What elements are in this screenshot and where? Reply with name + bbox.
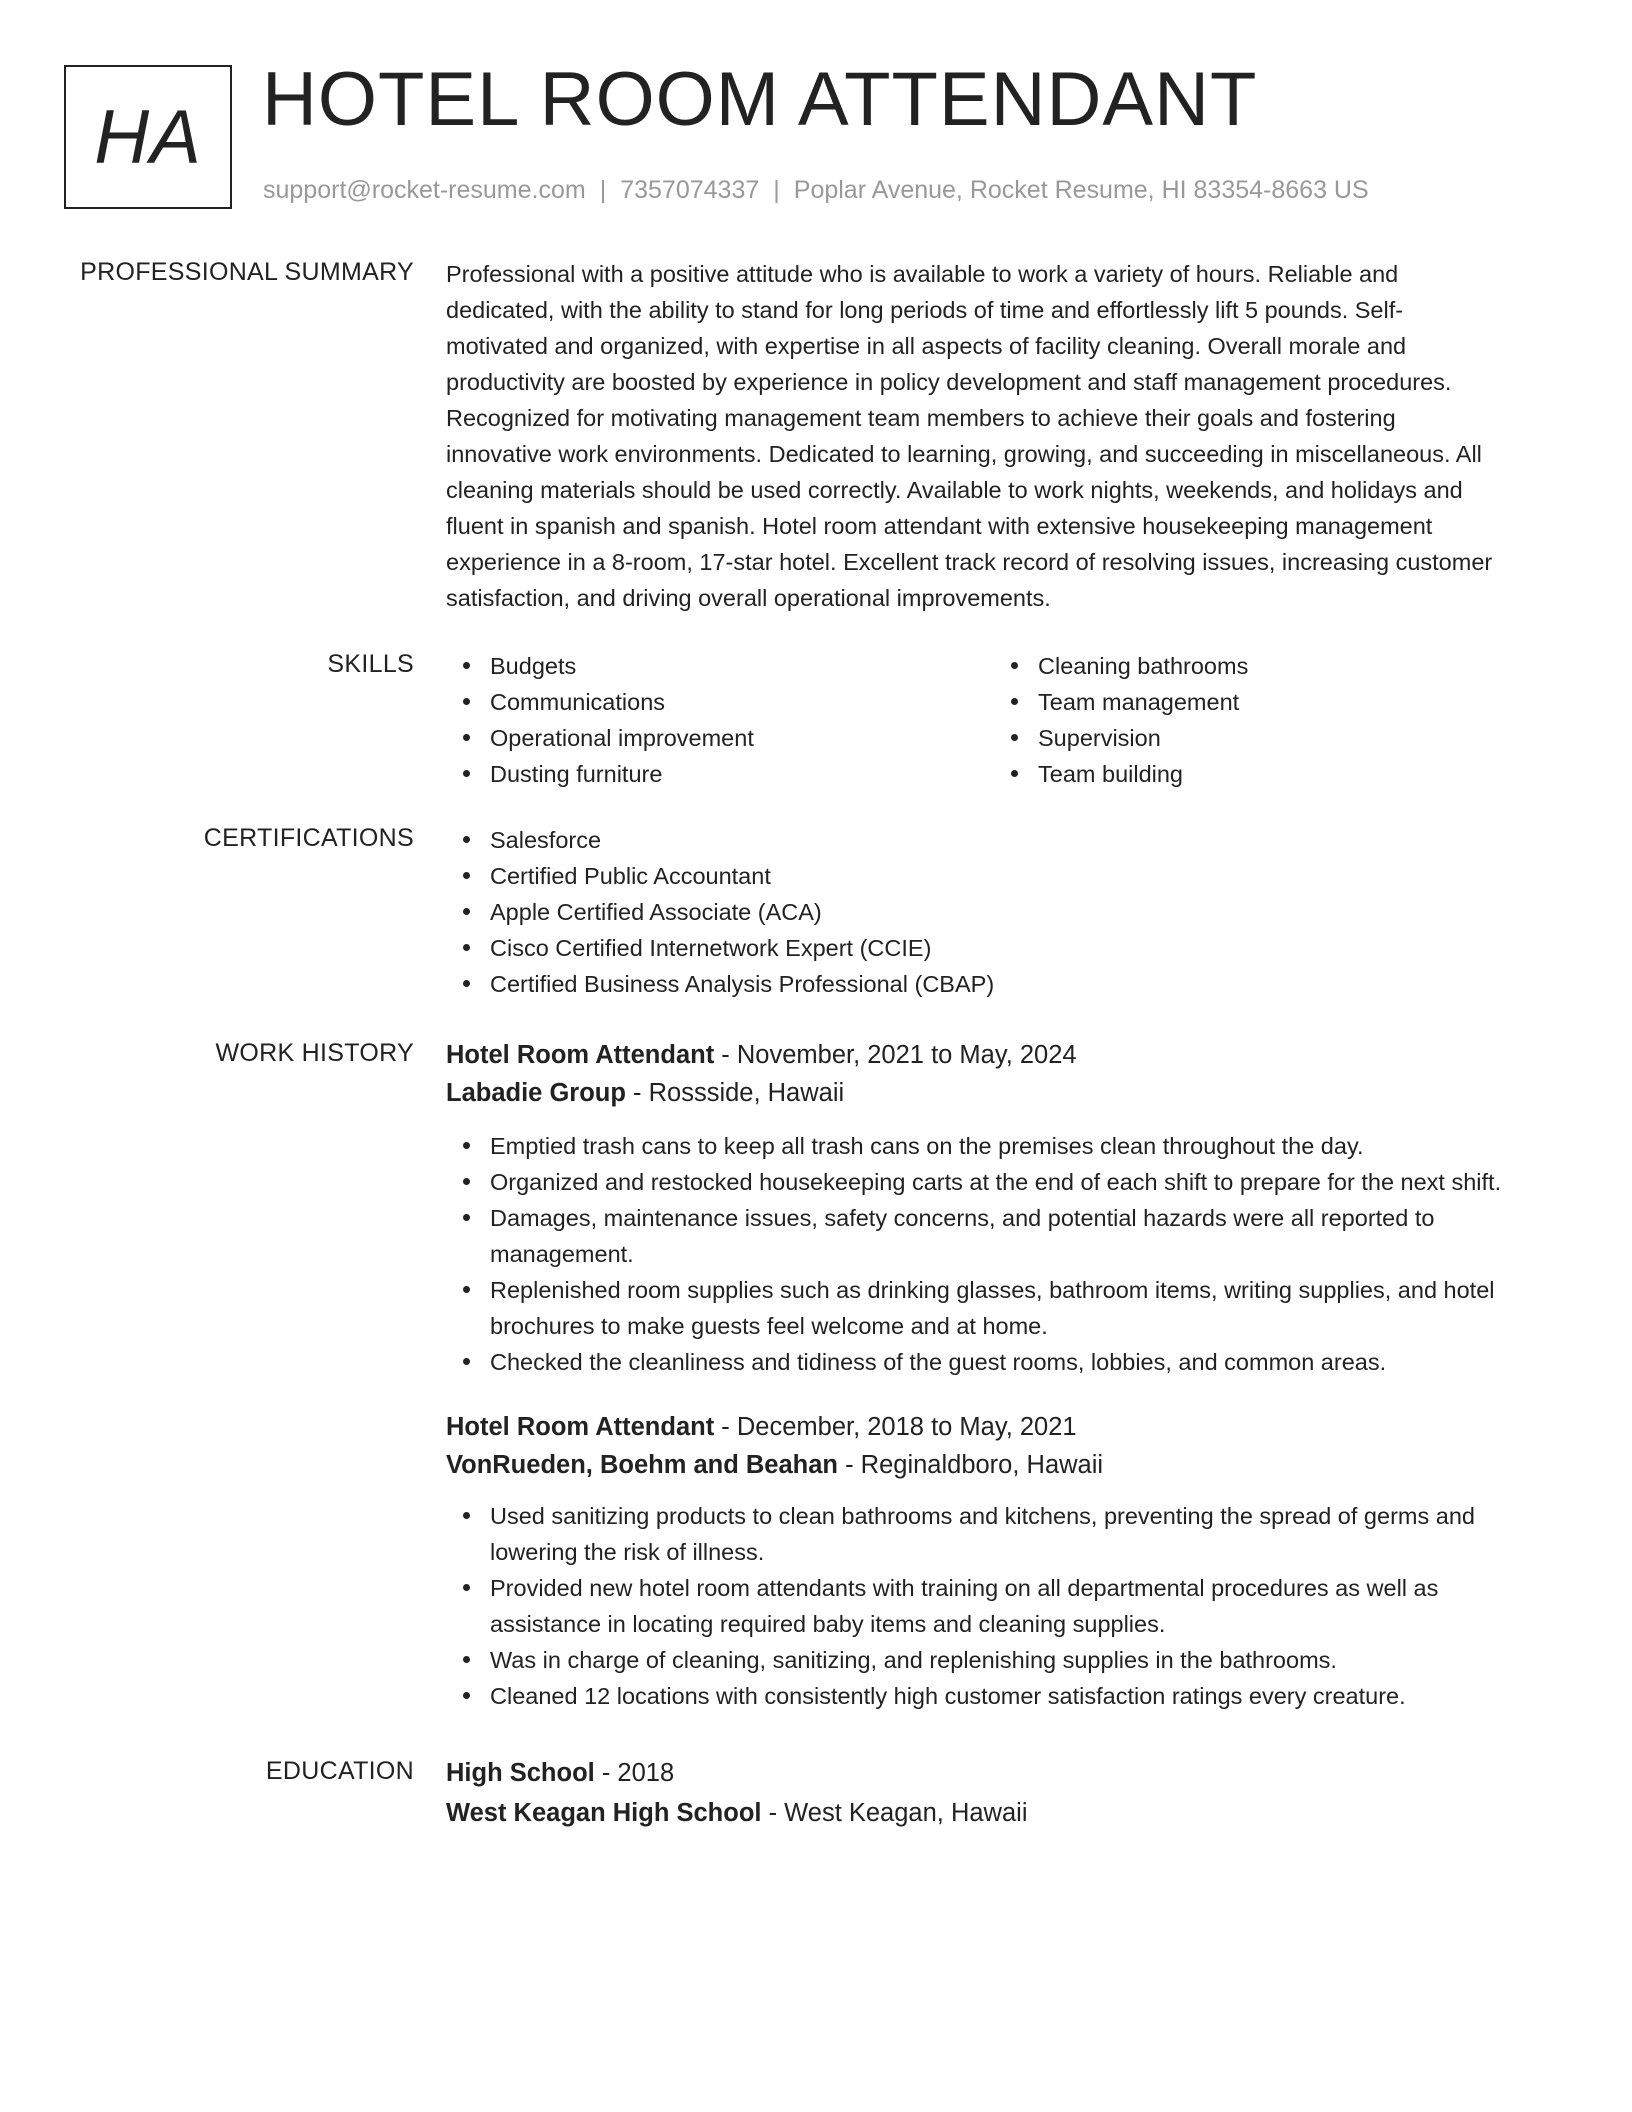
job-location: - Rossside, Hawaii [625, 1079, 845, 1107]
skill-item: Dusting furniture [446, 756, 994, 792]
skill-item: Supervision [994, 720, 1542, 756]
contact-line [263, 176, 1369, 205]
certification-item: Salesforce [446, 822, 1566, 858]
contact-separator: | [599, 176, 607, 204]
skill-item: Budgets [446, 648, 994, 684]
job-duty: Damages, maintenance issues, safety concerns, and potential hazards were all reported to management. [446, 1200, 1566, 1272]
job-duty: Used sanitizing products to clean bathrooms and kitchens, preventing the spread of germs and lowering the risk of illness. [446, 1498, 1566, 1570]
job-duties [446, 1128, 1566, 1380]
education-year: - 2018 [594, 1759, 675, 1787]
skills-column-right [994, 648, 1542, 792]
education-institution [446, 1794, 1566, 1832]
education-location: - West Keagan, Hawaii [761, 1799, 1028, 1827]
section-label: CERTIFICATIONS [203, 824, 414, 852]
summary-line: experience in a 8-room, 17-star hotel. Excellent track record of resolving issues, increasing customer [446, 549, 1493, 575]
summary-line: dedicated, with the ability to stand for long periods of time and effortlessly lift 5 pounds. Self- [446, 297, 1404, 323]
job-duty: Cleaned 12 locations with consistently high customer satisfaction ratings every creature. [446, 1678, 1566, 1714]
summary-line: fluent in spanish and spanish. Hotel room attendant with extensive housekeeping management [446, 513, 1433, 539]
skill-item: Team management [994, 684, 1542, 720]
job-duty: Provided new hotel room attendants with training on all departmental procedures as well as assistance in locating required baby items and cleaning supplies. [446, 1570, 1566, 1642]
job-entry [446, 1036, 1566, 1380]
section-label: PROFESSIONAL SUMMARY [80, 258, 414, 286]
skills-column-left [446, 648, 994, 792]
job-duty: Was in charge of cleaning, sanitizing, and replenishing supplies in the bathrooms. [446, 1642, 1566, 1678]
job-duties [446, 1498, 1566, 1714]
summary-line: innovative work environments. Dedicated to learning, growing, and succeeding in miscellaneous. All [446, 441, 1482, 467]
skill-item: Communications [446, 684, 994, 720]
contact-address: Poplar Avenue, Rocket Resume, HI 83354-8663 US [793, 176, 1369, 204]
skill-item: Team building [994, 756, 1542, 792]
job-duty: Organized and restocked housekeeping carts at the end of each shift to prepare for the next shift. [446, 1164, 1566, 1200]
summary-line: satisfaction, and driving overall operational improvements. [446, 585, 1051, 611]
job-company: Labadie Group [446, 1079, 626, 1107]
job-dates: - December, 2018 to May, 2021 [714, 1413, 1077, 1441]
resume-title: HOTEL ROOM ATTENDANT [262, 57, 1258, 142]
certifications-list-wrap [446, 822, 1566, 1002]
contact-separator: | [773, 176, 780, 204]
education-school: West Keagan High School [446, 1799, 762, 1827]
section-label: SKILLS [327, 650, 414, 678]
job-location: - Reginaldboro, Hawaii [838, 1451, 1104, 1479]
job-company: VonRueden, Boehm and Beahan [446, 1451, 838, 1479]
job-title: Hotel Room Attendant [446, 1413, 715, 1441]
education-degree: High School [446, 1759, 595, 1787]
work-history-body [446, 1036, 1566, 1714]
summary-line: Recognized for motivating management team members to achieve their goals and fostering [446, 405, 1396, 431]
summary-line: cleaning materials should be used correctly. Available to work nights, weekends, and holidays and [446, 477, 1463, 503]
job-heading [446, 1408, 1566, 1446]
certifications-list [446, 822, 1566, 1002]
summary-line: Professional with a positive attitude who is available to work a variety of hours. Reliable and [446, 261, 1399, 287]
education-body [446, 1754, 1566, 1832]
job-duty: Replenished room supplies such as drinking glasses, bathroom items, writing supplies, and hotel brochures to make guests feel welcome and at home. [446, 1272, 1566, 1344]
education-heading [446, 1754, 1566, 1792]
job-title: Hotel Room Attendant [446, 1041, 715, 1069]
certification-item: Certified Public Accountant [446, 858, 1566, 894]
summary-line: motivated and organized, with expertise in all aspects of facility cleaning. Overall morale and [446, 333, 1407, 359]
skill-item: Operational improvement [446, 720, 994, 756]
skills-list [446, 648, 1566, 792]
job-duty: Checked the cleanliness and tidiness of the guest rooms, lobbies, and common areas. [446, 1344, 1566, 1380]
monogram-initials: HA [94, 94, 202, 180]
job-entry [446, 1408, 1566, 1714]
skill-item: Cleaning bathrooms [994, 648, 1542, 684]
section-label: EDUCATION [265, 1757, 414, 1785]
summary-text [446, 256, 1566, 616]
job-heading [446, 1036, 1566, 1074]
contact-phone[interactable]: 7357074337 [620, 176, 760, 204]
certification-item: Cisco Certified Internetwork Expert (CCIE) [446, 930, 1566, 966]
certification-item: Apple Certified Associate (ACA) [446, 894, 1566, 930]
summary-line: productivity are boosted by experience in policy development and staff management procedures. [446, 369, 1452, 395]
contact-email[interactable]: support@rocket-resume.com [263, 176, 586, 204]
monogram-box [64, 65, 232, 209]
section-label: WORK HISTORY [215, 1039, 414, 1067]
job-duty: Emptied trash cans to keep all trash cans on the premises clean throughout the day. [446, 1128, 1566, 1164]
job-employer [446, 1074, 1566, 1112]
job-employer [446, 1446, 1566, 1484]
job-dates: - November, 2021 to May, 2024 [714, 1041, 1077, 1069]
certification-item: Certified Business Analysis Professional (CBAP) [446, 966, 1566, 1002]
